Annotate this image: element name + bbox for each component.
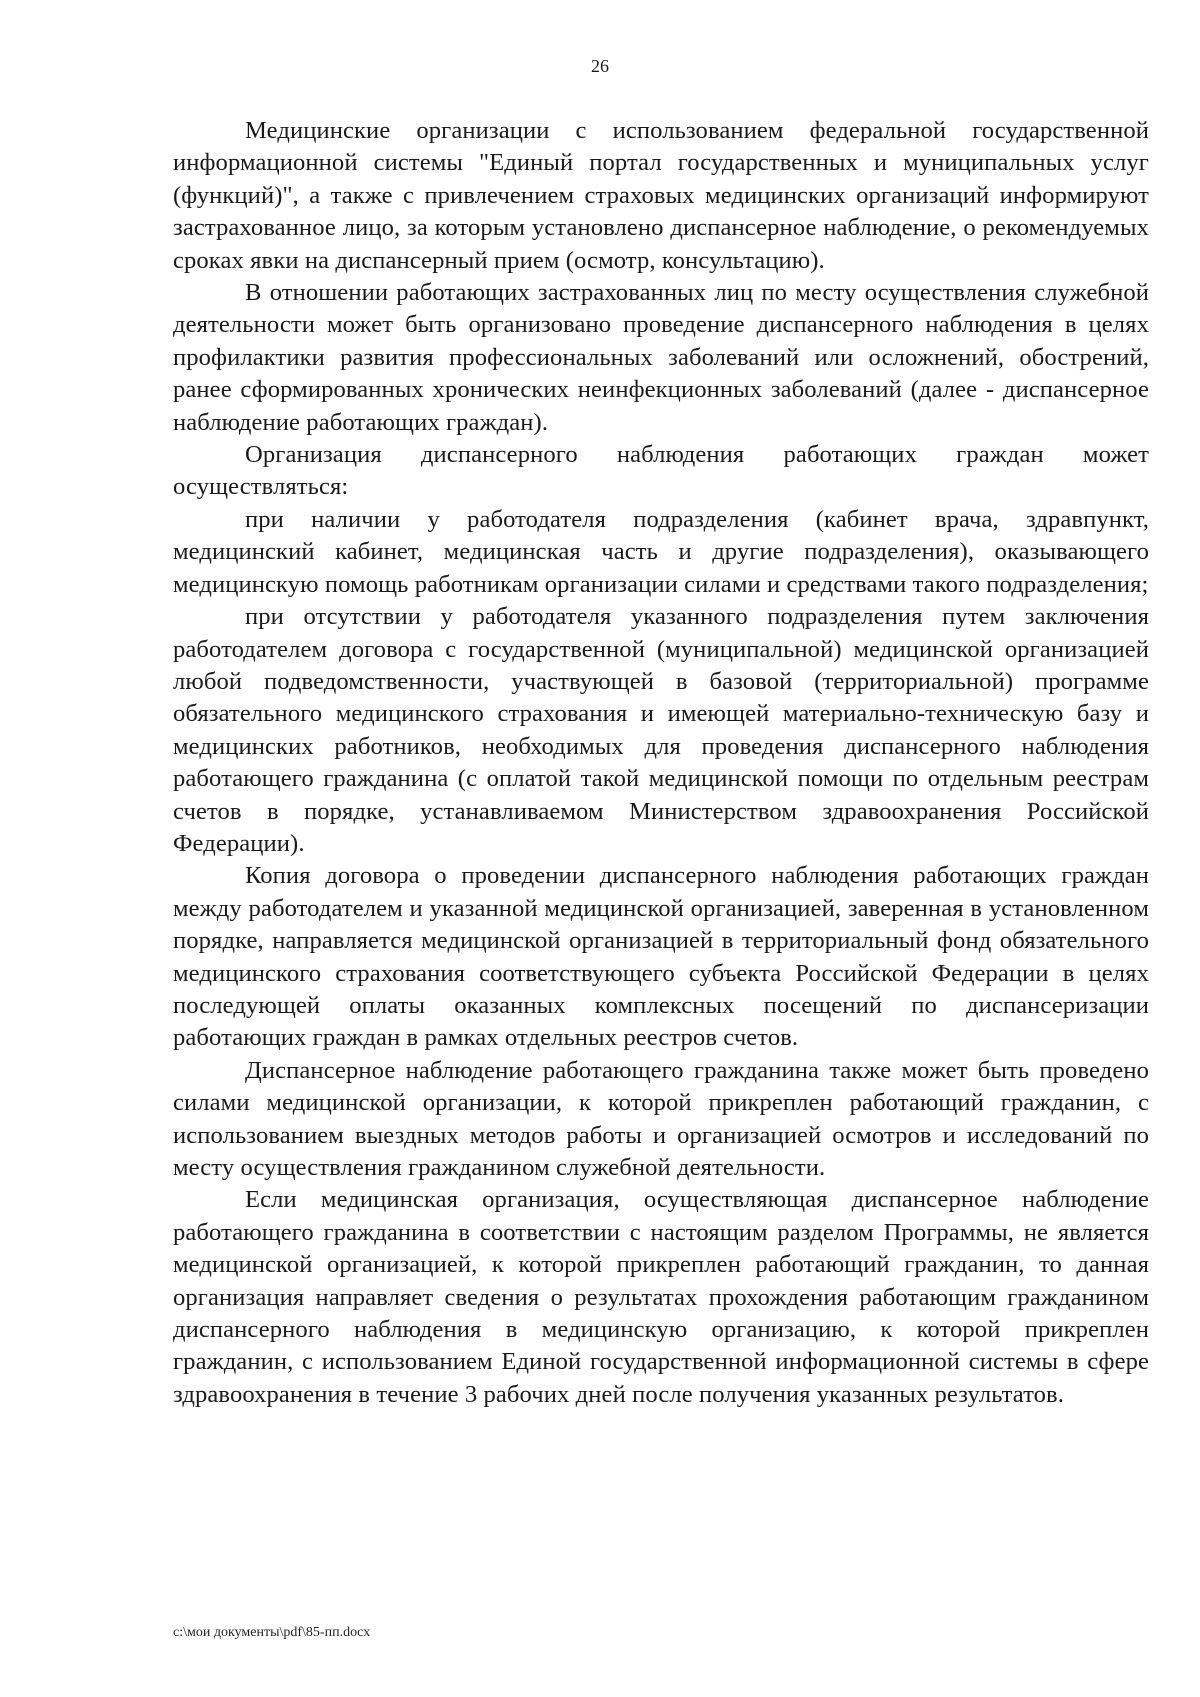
footer-file-path: c:\мои документы\pdf\85-пп.docx — [173, 1625, 371, 1640]
document-body — [173, 115, 1149, 1411]
paragraph-attached-organization: Диспансерное наблюдение работающего гражданина также может быть проведено силами медицинской организации, к которой прикреплен работающий гражданин, с использованием выездных методов работы и организацией осмотров и исследований по месту осуществления гражданином служебной деятельности. — [173, 1056, 1149, 1181]
paragraph-working-persons: В отношении работающих застрахованных лиц по месту осуществления служебной деятельности может быть организовано проведение диспансерного наблюдения в целях профилактики развития профессиональных заболеваний или осложнений, обострений, ранее сформированных хронических неинфекционных заболеваний (далее - диспансерное наблюдение работающих граждан). — [173, 279, 1149, 436]
paragraph-results-transfer: Если медицинская организация, осуществляющая диспансерное наблюдение работающего гражданина в соответствии с настоящим разделом Программы, не является медицинской организацией, к которой прикреплен работающий гражданин, то данная организация направляет сведения о результатах прохождения работающим гражданином диспансерного наблюдения в медицинскую организацию, к которой прикреплен гражданин, с использованием Единой государственной информационной системы в сфере здравоохранения в течение 3 рабочих дней после получения указанных результатов. — [173, 1186, 1149, 1408]
paragraph-organization-intro: Организация диспансерного наблюдения работающих граждан может осуществляться: — [173, 441, 1149, 501]
paragraph-employer-unit-absent: при отсутствии у работодателя указанного подразделения путем заключения работодателем договора с государственной (муниципальной) медицинской организацией любой подведомственности, участвующей в базовой (территориальной) программе обязательного медицинского страхования и имеющей материально-техническую базу и медицинских работников, необходимых для проведения диспансерного наблюдения работающего гражданина (с оплатой такой медицинской помощи по отдельным реестрам счетов в порядке, устанавливаемом Министерством здравоохранения Российской Федерации). — [173, 603, 1149, 857]
paragraph-contract-copy: Копия договора о проведении диспансерного наблюдения работающих граждан между работодателем и указанной медицинской организацией, заверенная в установленном порядке, направляется медицинской организацией в территориальный фонд обязательного медицинского страхования соответствующего субъекта Российской Федерации в целях последующей оплаты оказанных комплексных посещений по диспансеризации работающих граждан в рамках отдельных реестров счетов. — [173, 862, 1149, 1052]
page-number: 26 — [591, 56, 609, 76]
paragraph-notification: Медицинские организации с использованием федеральной государственной информационной системы "Единый портал государственных и муниципальных услуг (функций)", а также с привлечением страховых медицинских организаций информируют застрахованное лицо, за которым установлено диспансерное наблюдение, о рекомендуемых сроках явки на диспансерный прием (осмотр, консультацию). — [173, 117, 1149, 274]
paragraph-employer-unit-present: при наличии у работодателя подразделения (кабинет врача, здравпункт, медицинский кабинет, медицинская часть и другие подразделения), оказывающего медицинскую помощь работникам организации силами и средствами такого подразделения; — [173, 505, 1149, 598]
